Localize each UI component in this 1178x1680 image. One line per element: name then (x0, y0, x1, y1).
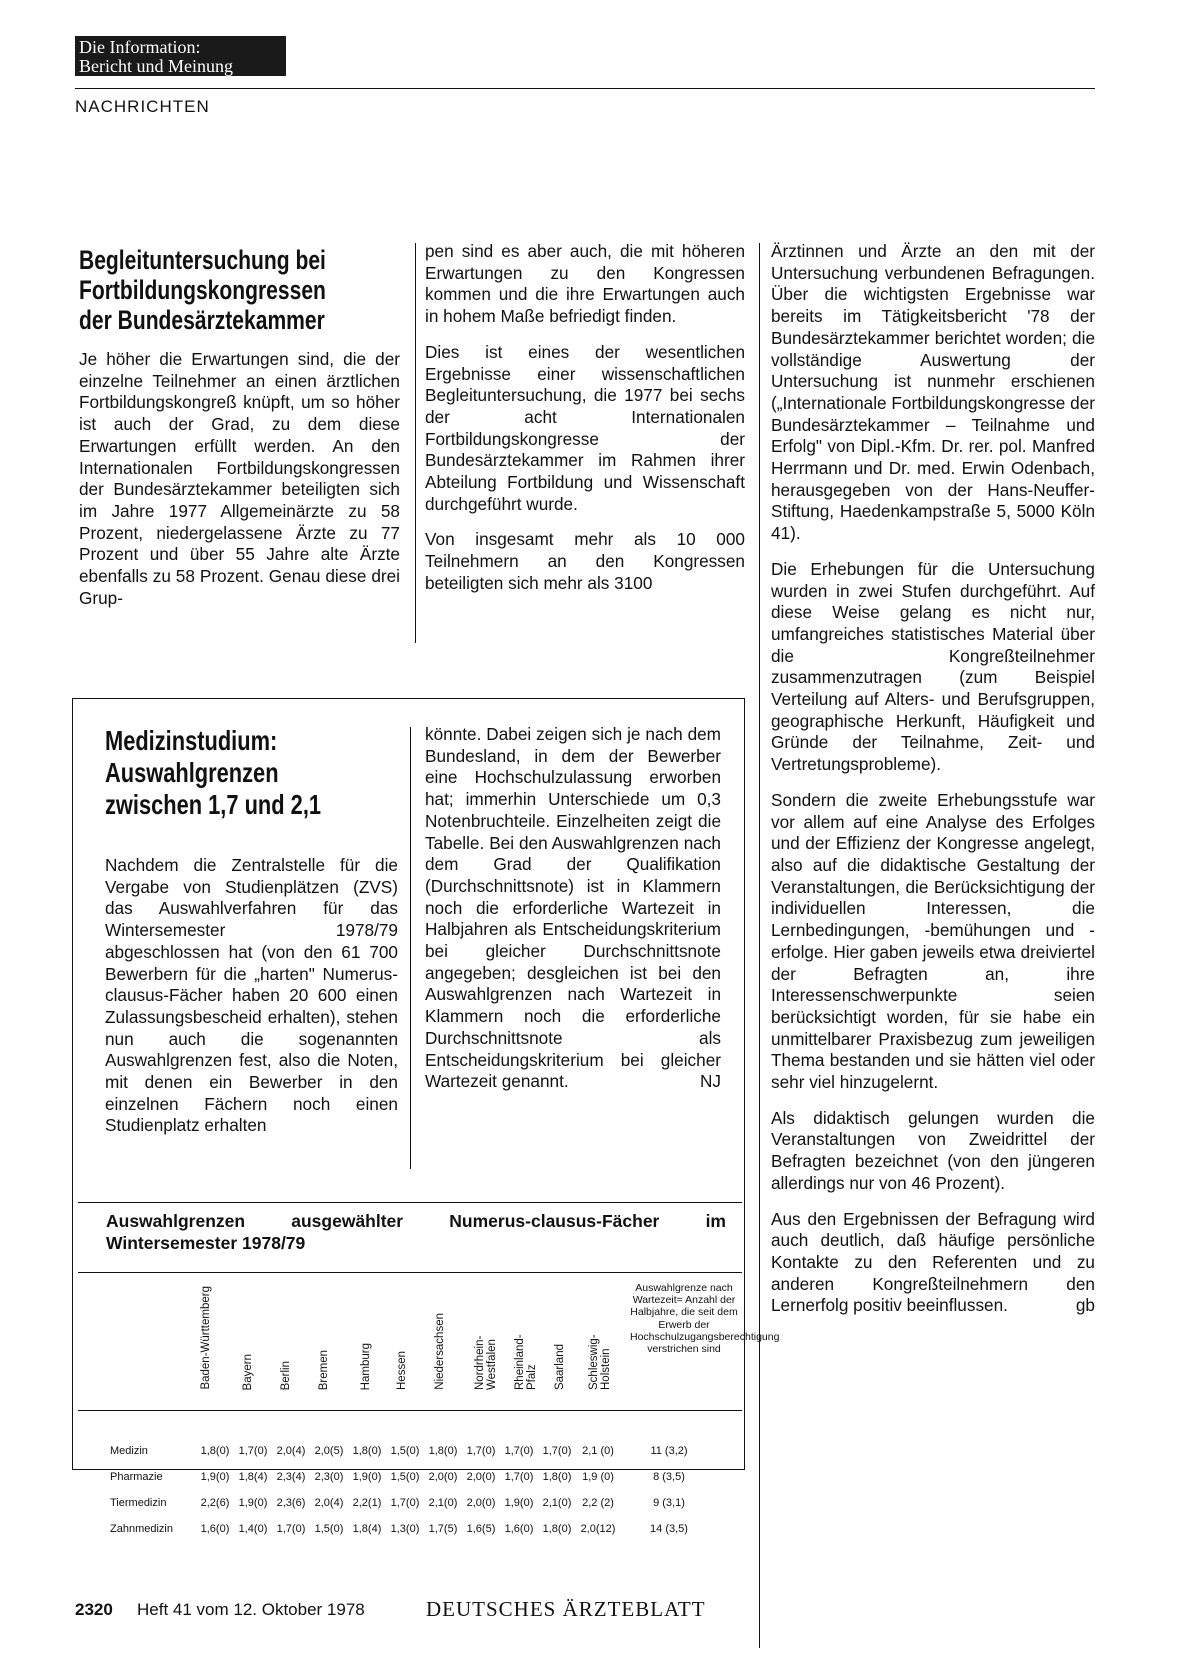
article1-title (79, 245, 396, 335)
table-cell: 1,5(0) (390, 1445, 420, 1457)
table-row (110, 1464, 718, 1490)
masthead-line-2: Bericht und Meinung (79, 56, 233, 76)
row-label: Medizin (110, 1445, 148, 1457)
article1-title-line-3: der Bundesärztekammer (79, 305, 325, 335)
table-cell: 1,7(0) (466, 1445, 496, 1457)
header-rule (75, 88, 1095, 89)
table-cell: 2,3(4) (276, 1471, 306, 1483)
article1-title-line-1: Begleituntersuchung bei (79, 245, 326, 275)
article2-signature: NJ (699, 1071, 721, 1092)
col-header-sh: Schleswig-Holstein (588, 1334, 612, 1390)
table-cell: 1,5(0) (314, 1523, 344, 1535)
col-header-niedersachsen: Niedersachsen (434, 1313, 446, 1390)
col-header-hessen: Hessen (396, 1351, 408, 1390)
table-cell: 1,7(0) (504, 1445, 534, 1457)
article2-col2-text: könnte. Dabei zeigen sich je nach dem Bundesland, in dem der Bewerber eine Hochschulzulassung erworben hat; immerhin Unterschiede um 0,3 Notenbruchteile. Einzelheiten zeigt die Tabelle. Bei den Auswahlgrenzen nach dem Grad der Qualifikation (Durchschnittsnote) ist in Klammern noch die erforderliche Wartezeit in Halbjahren als Entscheidungskriterium bei gleicher Durchschnittsnote angegeben; desgleichen ist bei den Auswahlgrenzen nach Wartezeit in Klammern noch die erforderliche Durchschnittsnote als Entscheidungskriterium bei gleicher Wartezeit genannt. (425, 724, 721, 1092)
article1-col2 (425, 241, 745, 609)
article2-title-line-3: zwischen 1,7 und 2,1 (105, 789, 322, 820)
table-cell: 1,9(0) (352, 1471, 382, 1483)
table-title-line-1: Auswahlgrenzen ausgewählter Numerus-clausus-Fächer im (106, 1211, 726, 1231)
row-label: Pharmazie (110, 1471, 163, 1483)
article1-divider-1 (415, 243, 416, 643)
col-header-saarland: Saarland (554, 1343, 566, 1390)
table-cell: 2,0(0) (466, 1497, 496, 1509)
section-label: NACHRICHTEN (75, 97, 210, 116)
table-cell: 2,0(4) (314, 1497, 344, 1509)
table-cell: 1,8(0) (428, 1445, 458, 1457)
table-cell: 1,5(0) (390, 1471, 420, 1483)
table-cell: 2,0(12) (580, 1523, 616, 1535)
row-label: Tiermedizin (110, 1497, 167, 1509)
article1-col3-p4: Als didaktisch gelungen wurden die Veranstaltungen von Zweidrittel der Befragten bezeichnet (von den jüngeren allerdings nur von 46 Prozent). (771, 1107, 1095, 1193)
article1-col3-p1: Ärztinnen und Ärzte an den mit der Untersuchung verbundenen Befragungen. Über die wichtigsten Ergebnisse war bereits im Tätigkeitsbericht '78 der Bundesärztekammer berichtet worden; die vollständige Auswertung der Untersuchung ist nunmehr erschienen („Internationale Fortbildungskongresse der Bundesärztekammer – Teilnahme und Erfolg" von Dipl.-Kfm. Dr. rer. pol. Manfred Herrmann und Dr. med. Erwin Odenbach, herausgegeben von der Hans-Neuffer-Stiftung, Haedenkampstraße 5, 5000 Köln 41). (771, 241, 1095, 544)
table-cell: 1,9(0) (200, 1471, 230, 1483)
article1-col2-p2: Dies ist eines der wesentlichen Ergebnisse einer wissenschaftlichen Begleituntersuchung, die 1977 bei sechs der acht Internationalen Fortbildungskongresse der Bundesärztekammer im Rahmen ihrer Abteilung Fortbildung und Wissenschaft durchgeführt wurde. (425, 341, 745, 514)
table-cell: 1,9 (0) (582, 1471, 614, 1483)
article1-title-line-2: Fortbildungskongressen (79, 275, 326, 305)
table-row (110, 1490, 718, 1516)
magazine-name: DEUTSCHES ÄRZTEBLATT (426, 1597, 706, 1621)
col-header-baden: Baden-Württemberg (200, 1286, 212, 1390)
table-body (110, 1438, 718, 1542)
article2-col1-text: Nachdem die Zentralstelle für die Vergabe von Studienplätzen (ZVS) das Auswahlverfahren für das Wintersemester 1978/79 abgeschlossen hat (von den 61 700 Bewerbern für die „harten" Numerus-clausus-Fächer haben 20 600 einen Zulassungsbescheid erhalten), stehen nun auch die sogenannten Auswahlgrenzen fest, also die Noten, mit denen ein Bewerber in den einzelnen Fächern noch einen Studienplatz erhalten (105, 855, 398, 1136)
table-cell: 2,1 (0) (582, 1445, 614, 1457)
col-header-berlin: Berlin (280, 1360, 292, 1390)
table-title-rule (78, 1272, 742, 1273)
table-cell: 2,2(6) (200, 1497, 230, 1509)
article2-title-line-1: Medizinstudium: (105, 725, 278, 756)
table-cell: 1,7(0) (276, 1523, 306, 1535)
table-cell: 2,0(5) (314, 1445, 344, 1457)
article1-divider-2 (759, 243, 760, 1648)
article2-col2 (425, 724, 721, 1093)
table-title (106, 1210, 726, 1254)
page-number: 2320 (75, 1600, 113, 1619)
article2-divider (410, 727, 411, 1169)
table-cell: 1,6(5) (466, 1523, 496, 1535)
col-header-rlp: Rheinland-Pfalz (514, 1334, 538, 1390)
table-cell: 1,6(0) (200, 1523, 230, 1535)
table-grid (110, 1438, 718, 1542)
table-cell: 1,7(0) (238, 1445, 268, 1457)
table-cell-wait: 11 (3,2) (650, 1445, 688, 1457)
table-cell: 1,3(0) (390, 1523, 420, 1535)
article2-title-line-2: Auswahlgrenzen (105, 757, 279, 788)
table-cell: 1,6(0) (504, 1523, 534, 1535)
issue-line: Heft 41 vom 12. Oktober 1978 (137, 1600, 365, 1619)
table-cell-wait: 8 (3,5) (653, 1471, 685, 1483)
article1-col2-p1: pen sind es aber auch, die mit höheren Erwartungen zu den Kongressen kommen und die ihre Erwartungen auch in hohem Maße befriedigt finden. (425, 241, 745, 327)
article1-signature: gb (1075, 1295, 1095, 1316)
article1-col3-p3: Sondern die zweite Erhebungsstufe war vor allem auf eine Analyse des Erfolges und der Effizienz der Kongresse angelegt, also auf die didaktische Gestaltung der Veranstaltungen, die Berücksichtigung der individuellen Interessen, die Lernbedingungen, -bemühungen und -erfolge. Hier gaben jeweils etwa dreiviertel der Befragten an, ihre Interessenschwerpunkte seien berücksichtigt worden, für sie habe ein unmittelbarer Praxisbezug zum jeweiligen Thema bestanden und sie hätten viel oder sehr viel hinzugelernt. (771, 789, 1095, 1093)
table-cell: 2,2(1) (352, 1497, 382, 1509)
article1-col3 (771, 241, 1095, 1317)
table-cell: 1,7(0) (390, 1497, 420, 1509)
article1-col1-text: Je höher die Erwartungen sind, die der einzelne Teilnehmer an einen ärztlichen Fortbildungskongreß knüpft, um so höher ist auch der Grad, zu dem diese Erwartungen erfüllt werden. An den Internationalen Fortbildungskongressen der Bundesärztekammer beteiligten sich im Jahre 1977 Allgemeinärzte zu 58 Prozent, niedergelassene Ärzte zu 77 Prozent und über 55 Jahre alte Ärzte ebenfalls zu 58 Prozent. Genau diese drei Grup- (79, 349, 400, 608)
article1-col3-p5 (771, 1209, 1095, 1318)
article1-col2-p3: Von insgesamt mehr als 10 000 Teilnehmern an den Kongressen beteiligten sich mehr als 3100 (425, 529, 745, 593)
col-header-wartezeit: Auswahlgrenze nach Wartezeit= Anzahl der Halbjahre, die seit dem Erwerb der Hochschulzugangsberechtigung verstrichen sind (630, 1282, 780, 1356)
table-cell: 2,2 (2) (582, 1497, 614, 1509)
table-cell: 1,7(5) (428, 1523, 458, 1535)
table-header (78, 1282, 780, 1390)
table-cell: 1,7(0) (542, 1445, 572, 1457)
table-header-rule (78, 1410, 742, 1411)
table-cell: 1,4(0) (238, 1523, 268, 1535)
table-cell: 1,9(0) (504, 1497, 534, 1509)
col-header-hamburg: Hamburg (360, 1342, 372, 1390)
table-cell: 2,1(0) (542, 1497, 572, 1509)
table-cell: 1,8(4) (238, 1471, 268, 1483)
table-cell: 2,3(0) (314, 1471, 344, 1483)
table-cell: 1,8(0) (200, 1445, 230, 1457)
table-cell: 2,0(0) (466, 1471, 496, 1483)
table-cell: 1,8(0) (542, 1471, 572, 1483)
masthead-line-1: Die Information: (79, 37, 201, 57)
col-header-bremen: Bremen (318, 1349, 330, 1390)
table-cell: 1,8(0) (542, 1523, 572, 1535)
article1-col3-p5-text: Aus den Ergebnissen der Befragung wird auch deutlich, daß häufige persönliche Kontakte zu den Referenten und zu anderen Kongreßteilnehmern den Lernerfolg positiv beeinflussen. (771, 1208, 1095, 1316)
table-cell: 1,8(4) (352, 1523, 382, 1535)
article2-title (105, 725, 382, 821)
table-cell-wait: 14 (3,5) (650, 1523, 688, 1535)
masthead (75, 36, 286, 76)
col-header-bayern: Bayern (242, 1353, 254, 1390)
table-cell: 2,0(4) (276, 1445, 306, 1457)
article2-col1 (105, 855, 398, 1151)
table-cell-wait: 9 (3,1) (653, 1497, 685, 1509)
row-label: Zahnmedizin (110, 1523, 173, 1535)
table-row (110, 1438, 718, 1464)
table-top-rule (78, 1202, 742, 1203)
table-cell: 2,3(6) (276, 1497, 306, 1509)
col-header-nrw: Nordrhein-Westfalen (474, 1335, 498, 1390)
table-cell: 2,0(0) (428, 1471, 458, 1483)
article2-col2-paragraph (425, 724, 721, 1093)
article1-col3-p2: Die Erhebungen für die Untersuchung wurden in zwei Stufen durchgeführt. Auf diese Weise gelang es nicht nur, umfangreiches statistisches Material über die Kongreßteilnehmer zusammenzutragen (zum Beispiel Verteilung auf Alters- und Berufsgruppen, geographische Herkunft, Häufigkeit und Gründe der Teilnahme, Zeit- und Vertretungsprobleme). (771, 558, 1095, 775)
table-cell: 1,8(0) (352, 1445, 382, 1457)
table-title-line-2: Wintersemester 1978/79 (106, 1233, 306, 1253)
table-cell: 1,7(0) (504, 1471, 534, 1483)
table-cell: 1,9(0) (238, 1497, 268, 1509)
article1-col1 (79, 349, 400, 623)
table-cell: 2,1(0) (428, 1497, 458, 1509)
table-row (110, 1516, 718, 1542)
